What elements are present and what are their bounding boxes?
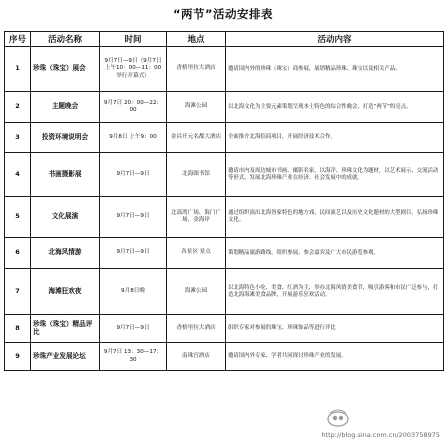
row-number: 9 [5,343,31,371]
activity-place: 各景区 景点 [167,238,226,269]
table-row [5,123,444,153]
row-number: 2 [5,92,31,123]
schedule-table [4,31,444,371]
activity-name: 书画摄影展 [31,153,100,197]
table-row [5,343,444,371]
activity-time: 9月7日—9日（9月7日上午10：00—11：00举行开幕式） [100,47,167,92]
activity-time: 9月7日—9日 [100,315,167,343]
table-row [5,315,444,343]
activity-place: 金昌开元名都大酒店 [167,123,226,153]
activity-place: 北海图书馆 [167,153,226,197]
table-row [5,47,444,92]
activity-content: 策划精品旅游路线，组织参展、参会嘉宾及广大市民游览参观。 [226,238,444,269]
activity-time: 9月7日—9日 [100,238,167,269]
activity-time: 9月8日晚 [100,269,167,315]
table-row [5,92,444,123]
activity-name: 珍珠产业发展论坛 [31,343,100,371]
activity-content: 通过组织演出北海疍家特色的地方戏、民间演艺以及历史文化题材的大型剧目，弘扬珍珠文化。 [226,197,444,238]
activity-name: 投资环境说明会 [31,123,100,153]
row-number: 5 [5,197,31,238]
activity-content: 以北海文化为主要元素策划呈现本土特色的综合性晚会，打造“两节”的亮点。 [226,92,444,123]
row-number: 6 [5,238,31,269]
activity-name: 海滩狂欢夜 [31,269,100,315]
row-number: 3 [5,123,31,153]
activity-content: 全面推介北海招商项目，开展经济技术合作。 [226,123,444,153]
activity-name: 珍珠（珠宝）展会 [31,47,100,92]
watermark-url: http://blog.sina.com.cn/2003758975 [321,431,440,439]
activity-place: 海滩公园 [167,269,226,315]
table-row [5,197,444,238]
activity-name: 北海风情游 [31,238,100,269]
header-content: 活动内容 [226,32,444,47]
table-row [5,153,444,197]
watermark-logo-icon [325,407,351,429]
activity-place: 北部湾广场、海门广场、金海岸 [167,197,226,238]
activity-content: 组织专家对参展的珠宝、珍珠饰品等进行评比 [226,315,444,343]
activity-time: 9月7日 13：30—17：30 [100,343,167,371]
header-name: 活动名称 [31,32,100,47]
activity-time: 9月7日—9日 [100,153,167,197]
row-number: 1 [5,47,31,92]
table-row [5,269,444,315]
activity-name: 珍珠（珠宝）精品评比 [31,315,100,343]
row-number: 4 [5,153,31,197]
activity-place: 海滩公园 [167,92,226,123]
activity-place: 香格里拉大酒店 [167,47,226,92]
activity-time: 9月7日 20：00—22：00 [100,92,167,123]
header-place: 地点 [167,32,226,47]
activity-content: 邀请市内及周边城市书画、摄影名家，以海洋、珍珠文化为题材，以艺术展示、交流活动等形式，发展北海珍珠产业在经济、社会发展中的成就。 [226,153,444,197]
activity-time: 9月7日—9日 [100,197,167,238]
activity-name: 主题晚会 [31,92,100,123]
activity-content: 以北海特色小吃、美食、红酒为主，举办北海风情美食节，吸引游客和市民广泛参与，打造北海海滩美食品牌，开展游乐狂欢活动。 [226,269,444,315]
activity-content: 邀请国内外专家、学者共同探讨珍珠产业的发展。 [226,343,444,371]
activity-content: 邀请国内外的珍珠（珠宝）商参展，展销精品珍珠、珠宝以及相关产品。 [226,47,444,92]
activity-name: 文化展演 [31,197,100,238]
header-no: 序号 [5,32,31,47]
header-time: 时间 [100,32,167,47]
activity-time: 9月8日 上午9：00 [100,123,167,153]
document-title: “两节”活动安排表 [172,7,274,21]
activity-place: 香格里拉大酒店 [167,315,226,343]
row-number: 8 [5,315,31,343]
table-row [5,238,444,269]
activity-place: 南珠宫酒店 [167,343,226,371]
table-header-row [5,32,444,47]
row-number: 7 [5,269,31,315]
